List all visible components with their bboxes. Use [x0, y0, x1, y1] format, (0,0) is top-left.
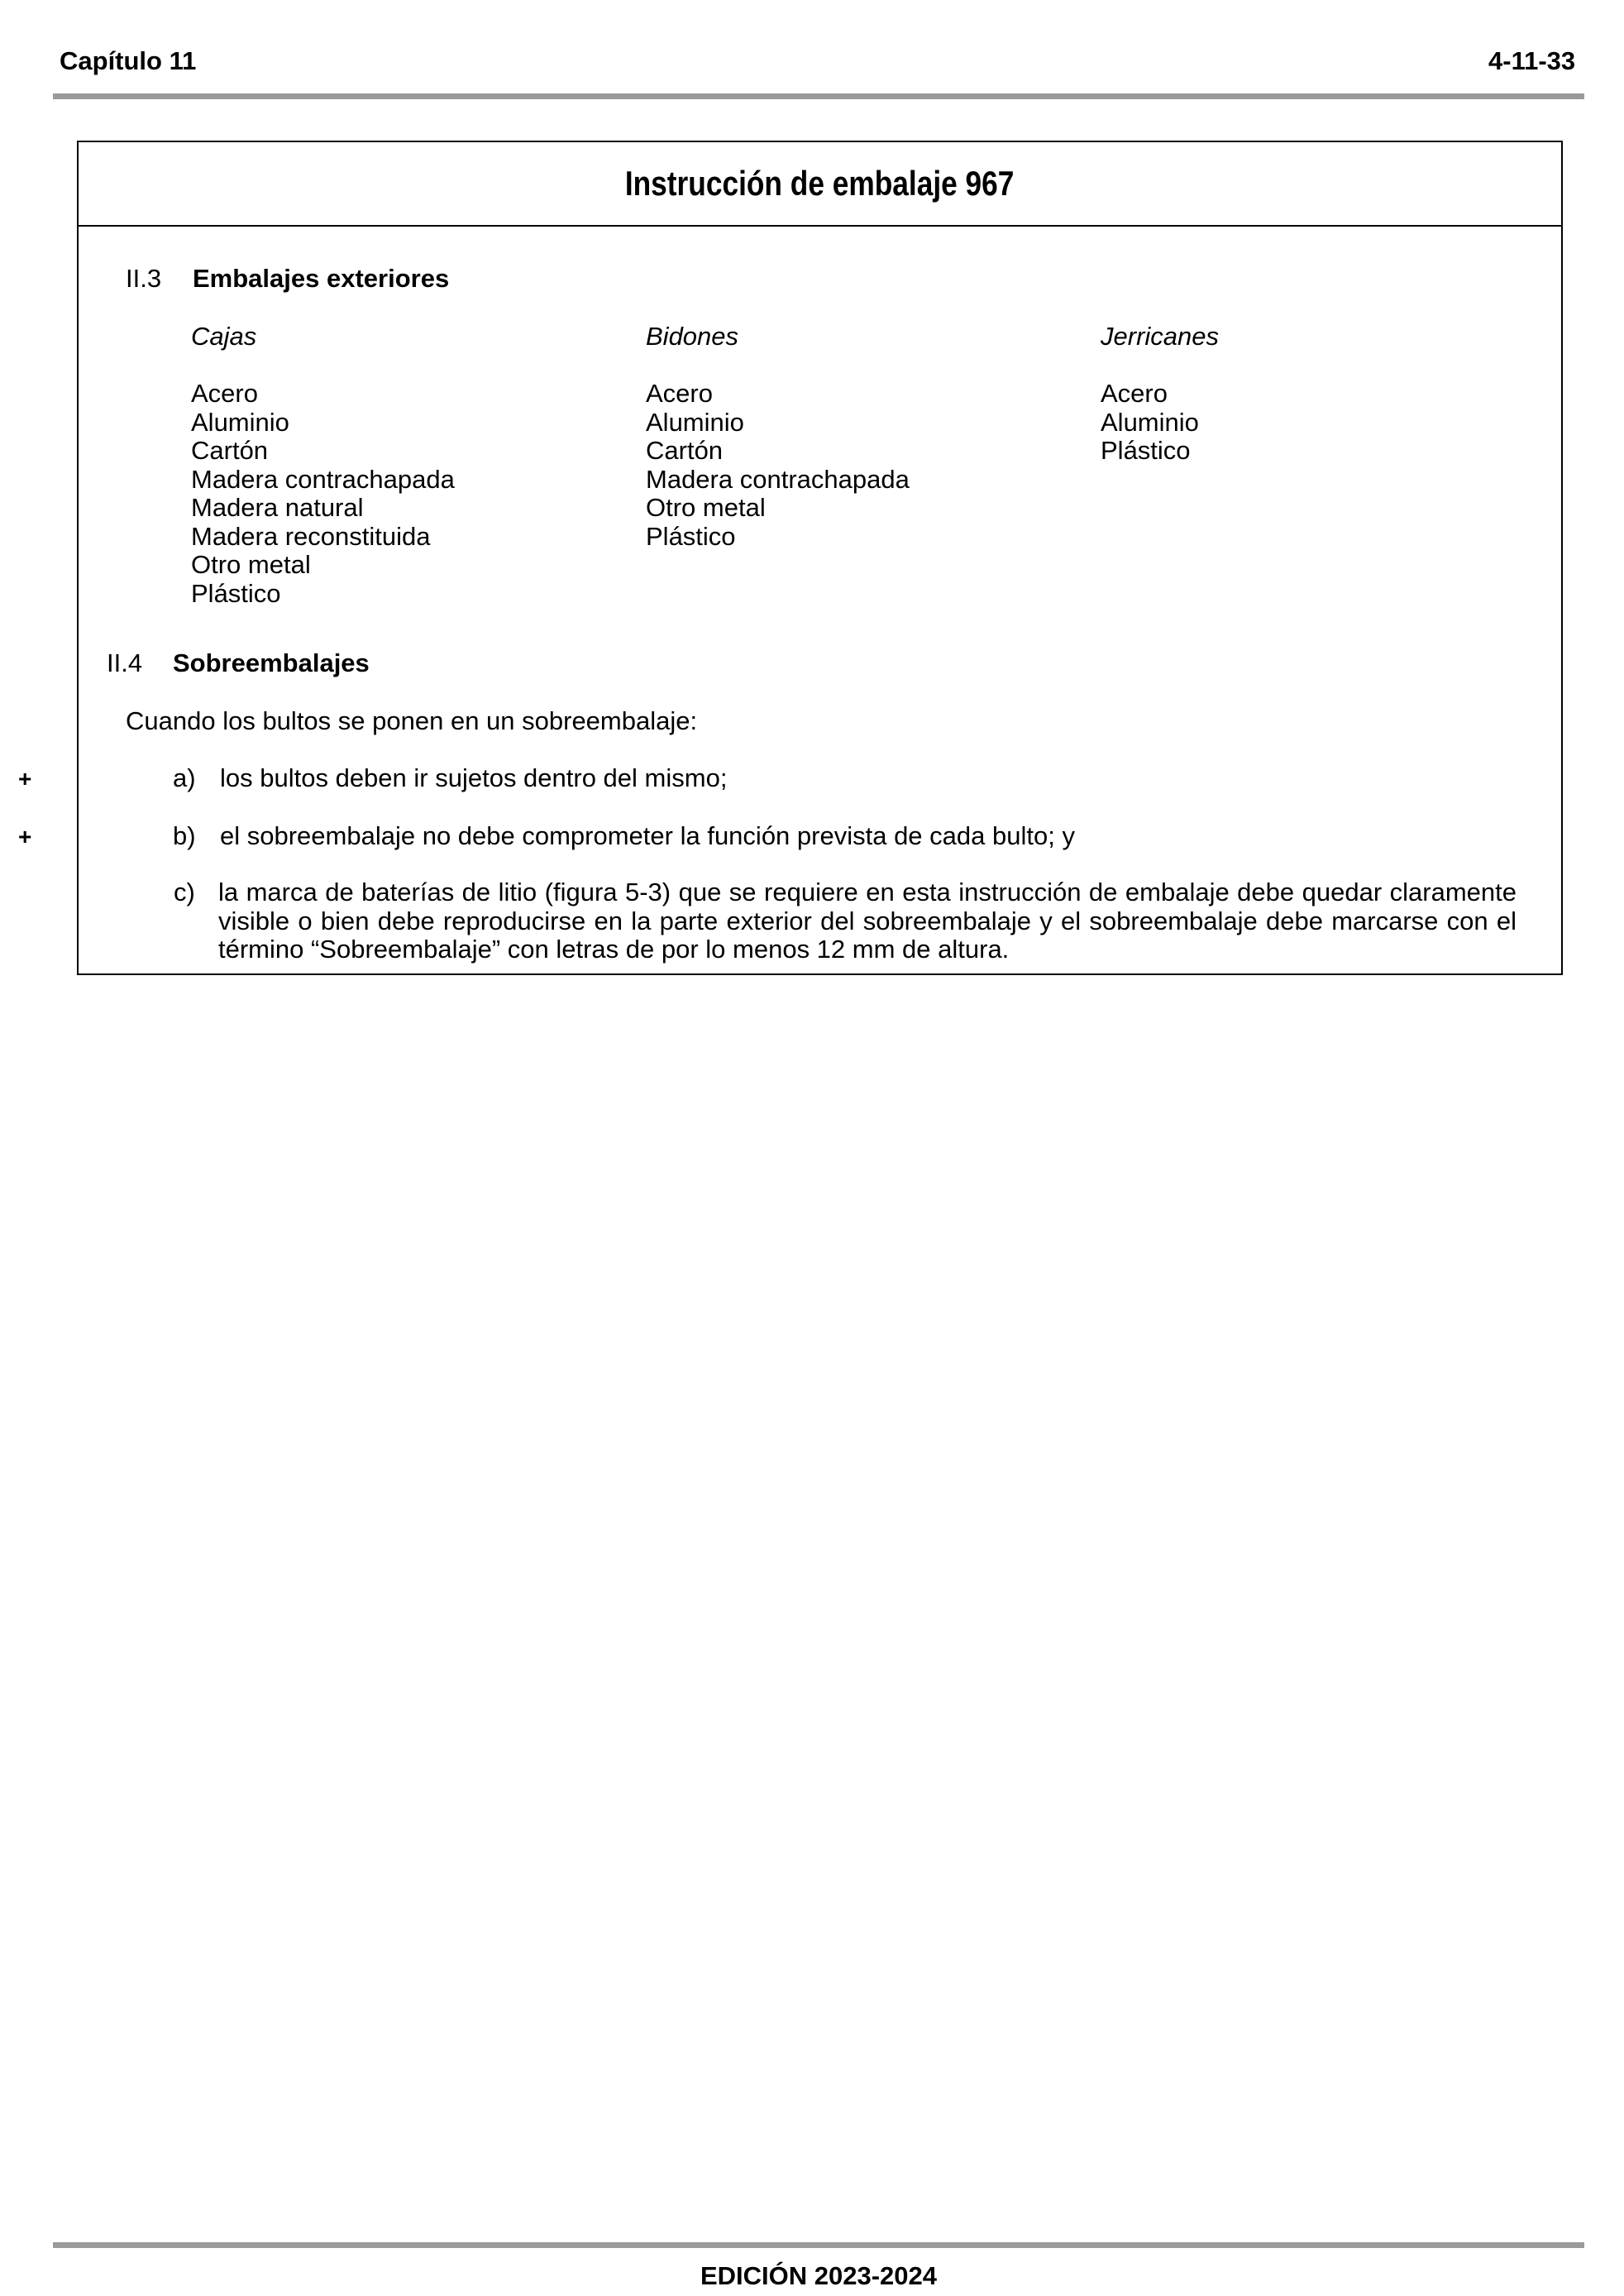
column-heading-bidones: Bidones — [646, 322, 739, 351]
list-cajas — [191, 380, 455, 608]
list-jerricanes — [1101, 380, 1199, 466]
section-ii4-intro: Cuando los bultos se ponen en un sobreembalaje: — [126, 706, 698, 735]
section-ii3-number: II.3 — [126, 264, 162, 293]
column-heading-cajas: Cajas — [191, 322, 257, 351]
list-item: Aluminio — [1101, 407, 1199, 437]
page-number: 4-11-33 — [1488, 46, 1576, 75]
item-c — [174, 878, 1517, 964]
list-item: Plástico — [646, 521, 736, 551]
box-title-bar — [79, 142, 1561, 227]
list-bidones — [646, 380, 910, 551]
list-item: Aluminio — [191, 407, 289, 437]
section-ii4-number: II.4 — [107, 648, 143, 677]
item-c-label: c) — [174, 878, 195, 906]
list-item: Aluminio — [646, 407, 744, 437]
item-b-text: el sobreembalaje no debe comprometer la función prevista de cada bulto; y — [220, 821, 1075, 850]
item-a-label: a) — [173, 763, 196, 792]
list-item: Acero — [191, 379, 258, 408]
revision-marker: + — [18, 824, 32, 849]
header-rule — [53, 93, 1584, 99]
list-item: Acero — [1101, 379, 1168, 408]
footer-rule — [53, 2242, 1584, 2248]
item-c-text: la marca de baterías de litio (figura 5-3) que se requiere en esta instrucción de embalaje debe quedar claramente visible o bien debe reproducirse en la parte exterior del sobreembalaje y el sobreembalaje debe marcarse con el término “Sobreembalaje” con letras de por lo menos 12 mm de altura. — [218, 878, 1517, 964]
list-item: Madera contrachapada — [191, 464, 455, 494]
list-item: Madera natural — [191, 493, 364, 522]
chapter-label: Capítulo 11 — [60, 46, 197, 75]
item-a-text: los bultos deben ir sujetos dentro del mismo; — [220, 763, 728, 792]
list-item: Otro metal — [191, 550, 311, 579]
list-item: Cartón — [191, 436, 269, 465]
column-heading-jerricanes: Jerricanes — [1101, 322, 1219, 351]
item-b-label: b) — [173, 821, 196, 850]
box-title: Instrucción de embalaje 967 — [625, 164, 1015, 203]
revision-marker: + — [18, 766, 32, 792]
list-item: Acero — [646, 379, 713, 408]
list-item: Cartón — [646, 436, 724, 465]
list-item: Madera reconstituida — [191, 521, 431, 551]
edition-footer: EDICIÓN 2023-2024 — [700, 2261, 938, 2290]
section-ii3-heading: Embalajes exteriores — [193, 264, 450, 293]
section-ii4-heading: Sobreembalajes — [173, 648, 370, 677]
list-item: Plástico — [191, 578, 281, 608]
list-item: Plástico — [1101, 436, 1191, 465]
list-item: Otro metal — [646, 493, 766, 522]
list-item: Madera contrachapada — [646, 464, 910, 494]
